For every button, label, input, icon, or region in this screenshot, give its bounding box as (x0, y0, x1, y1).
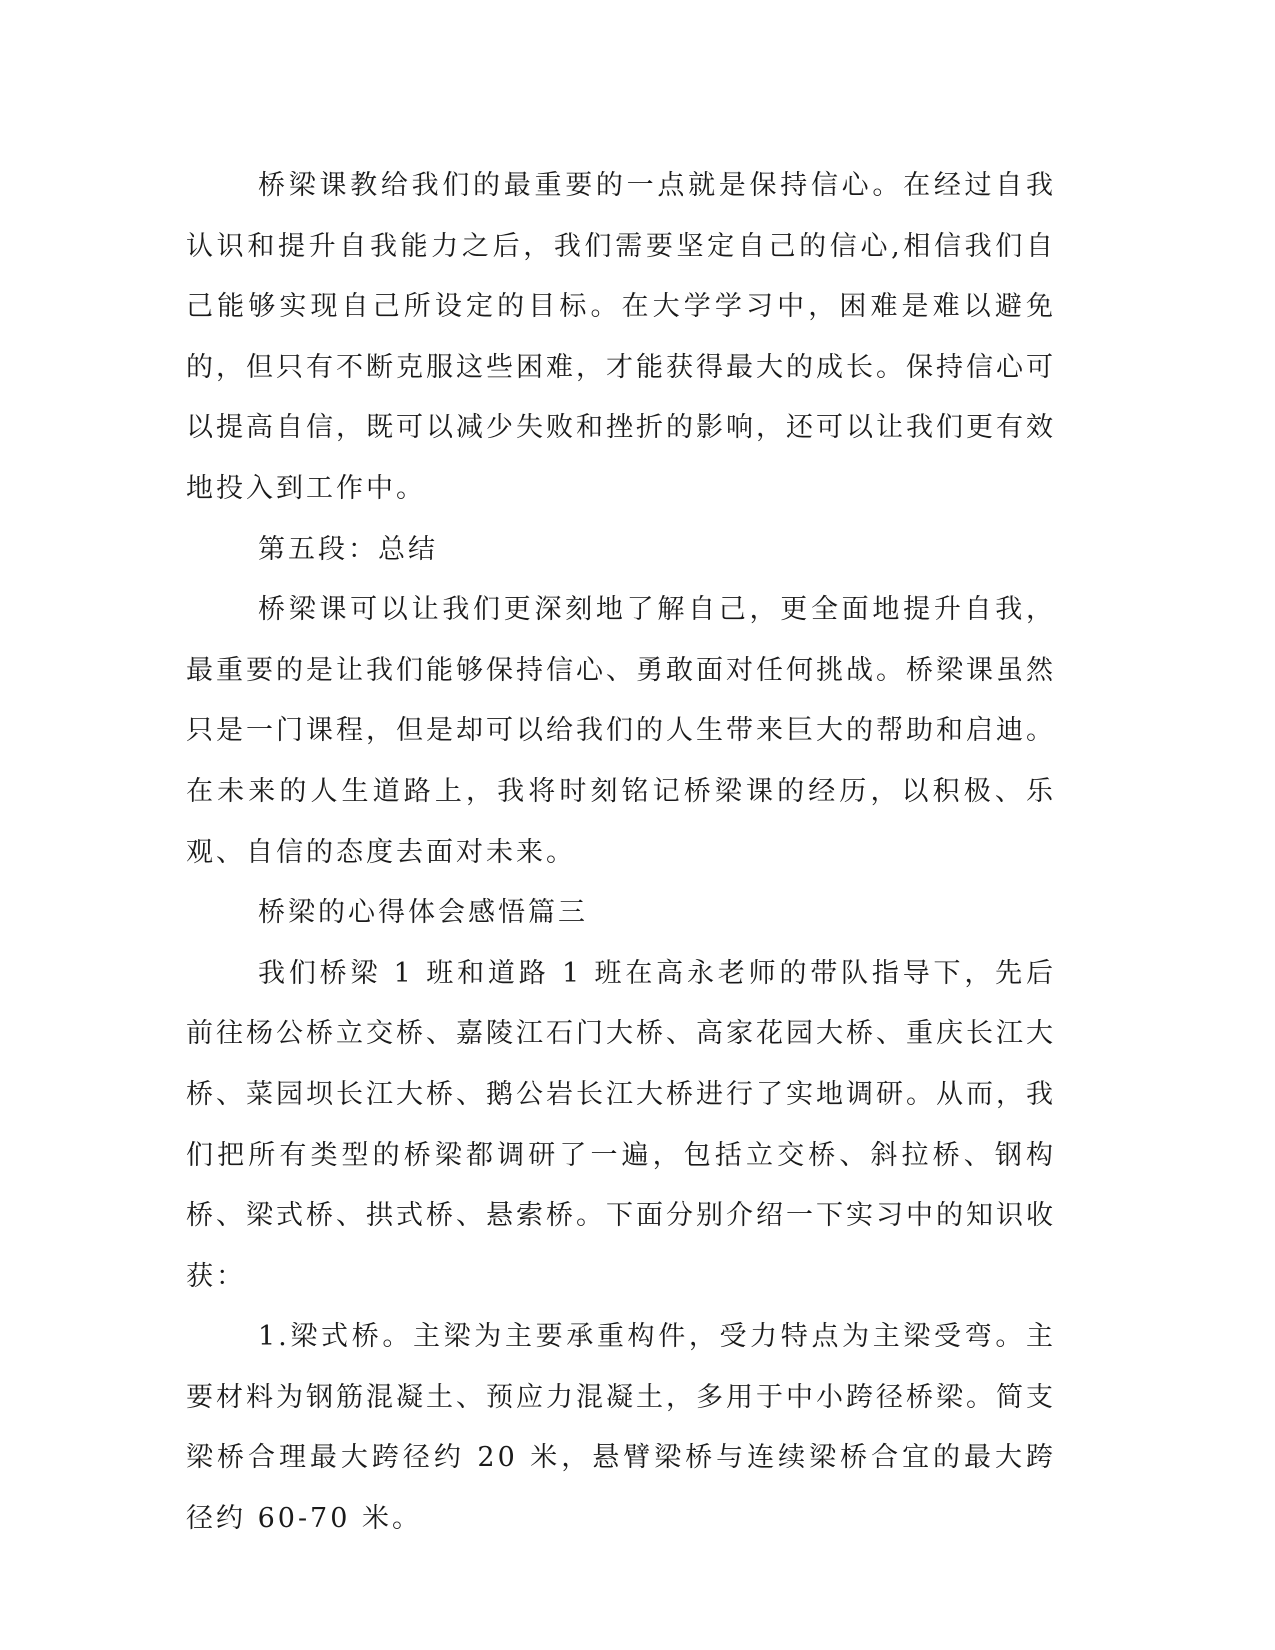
paragraph-field-survey: 我们桥梁 1 班和道路 1 班在高永老师的带队指导下，先后前往杨公桥立交桥、嘉陵江石门大桥、高家花园大桥、重庆长江大桥、菜园坝长江大桥、鹅公岩长江大桥进行了实地调研。从而，我们把所有类型的桥梁都调研了一遍，包括立交桥、斜拉桥、钢构桥、梁式桥、拱式桥、悬索桥。下面分别介绍一下实习中的知识收获： (186, 957, 1056, 1292)
paragraph-confidence: 桥梁课教给我们的最重要的一点就是保持信心。在经过自我认识和提升自我能力之后，我们需要坚定自己的信心,相信我们自己能够实现自己所设定的目标。在大学学习中，困难是难以避免的，但只有不断克服这些困难，才能获得最大的成长。保持信心可以提高自信，既可以减少失败和挫折的影响，还可以让我们更有效地投入到工作中。 (186, 170, 1056, 504)
section-heading-summary: 第五段：总结 (258, 533, 438, 565)
document-body (186, 156, 1056, 1550)
paragraph-summary: 桥梁课可以让我们更深刻地了解自己，更全面地提升自我，最重要的是让我们能够保持信心、勇敢面对任何挑战。桥梁课虽然只是一门课程，但是却可以给我们的人生带来巨大的帮助和启迪。在未来的人生道路上，我将时刻铭记桥梁课的经历，以积极、乐观、自信的态度去面对未来。 (186, 594, 1056, 868)
paragraph-beam-bridge: 1.梁式桥。主梁为主要承重构件，受力特点为主梁受弯。主要材料为钢筋混凝土、预应力混凝土，多用于中小跨径桥梁。简支梁桥合理最大跨径约 20 米，悬臂梁桥与连续梁桥合宜的最大跨径约 60-70 米。 (186, 1321, 1056, 1535)
section-heading-part-three: 桥梁的心得体会感悟篇三 (258, 897, 588, 929)
